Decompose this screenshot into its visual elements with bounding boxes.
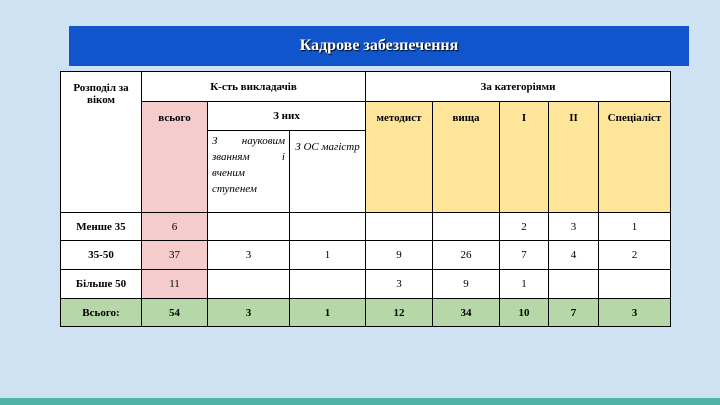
table-row: [61, 213, 671, 241]
cell-degree: [208, 213, 290, 241]
cell-second: 3: [549, 213, 599, 241]
table-row: [61, 270, 671, 299]
with-master-header: З ОС магістр: [290, 131, 366, 213]
with-degree-header: З науковим званням і вченим ступенем: [208, 131, 290, 213]
category-vyshcha-header: вища: [433, 102, 500, 213]
totals-specialist: 3: [599, 299, 671, 327]
age-group-header: Розподіл за віком: [61, 72, 142, 213]
row-label: Менше 35: [61, 213, 142, 241]
cell-first: 1: [500, 270, 549, 299]
category-metodyst-header: методист: [366, 102, 433, 213]
cell-total: 6: [142, 213, 208, 241]
cell-vyshcha: 26: [433, 241, 500, 270]
cell-second: 4: [549, 241, 599, 270]
cell-metodyst: 3: [366, 270, 433, 299]
cell-specialist: [599, 270, 671, 299]
header-row-2: [61, 102, 671, 131]
page-title: Кадрове забезпечення: [299, 37, 459, 54]
cell-metodyst: [366, 213, 433, 241]
cell-degree: [208, 270, 290, 299]
teacher-count-header: К-сть викладачів: [142, 72, 366, 102]
total-header: всього: [142, 102, 208, 213]
title-banner: [69, 26, 689, 66]
cell-master: 1: [290, 241, 366, 270]
cell-total: 11: [142, 270, 208, 299]
table-row: [61, 241, 671, 270]
by-category-header: За категоріями: [366, 72, 671, 102]
row-label: Більше 50: [61, 270, 142, 299]
totals-total: 54: [142, 299, 208, 327]
staffing-table: [60, 71, 671, 327]
cell-vyshcha: [433, 213, 500, 241]
cell-degree: 3: [208, 241, 290, 270]
cell-master: [290, 270, 366, 299]
cell-specialist: 1: [599, 213, 671, 241]
totals-master: 1: [290, 299, 366, 327]
cell-vyshcha: 9: [433, 270, 500, 299]
cell-first: 7: [500, 241, 549, 270]
cell-second: [549, 270, 599, 299]
category-specialist-header: Спеціаліст: [599, 102, 671, 213]
totals-second: 7: [549, 299, 599, 327]
totals-first: 10: [500, 299, 549, 327]
cell-first: 2: [500, 213, 549, 241]
totals-vyshcha: 34: [433, 299, 500, 327]
header-row-1: [61, 72, 671, 102]
cell-master: [290, 213, 366, 241]
row-label: 35-50: [61, 241, 142, 270]
cell-total: 37: [142, 241, 208, 270]
totals-degree: 3: [208, 299, 290, 327]
cell-metodyst: 9: [366, 241, 433, 270]
totals-row: [61, 299, 671, 327]
cell-specialist: 2: [599, 241, 671, 270]
totals-metodyst: 12: [366, 299, 433, 327]
category-second-header: ІІ: [549, 102, 599, 213]
totals-label: Всього:: [61, 299, 142, 327]
of-them-header: З них: [208, 102, 366, 131]
bottom-stripe: [0, 398, 720, 405]
category-first-header: І: [500, 102, 549, 213]
